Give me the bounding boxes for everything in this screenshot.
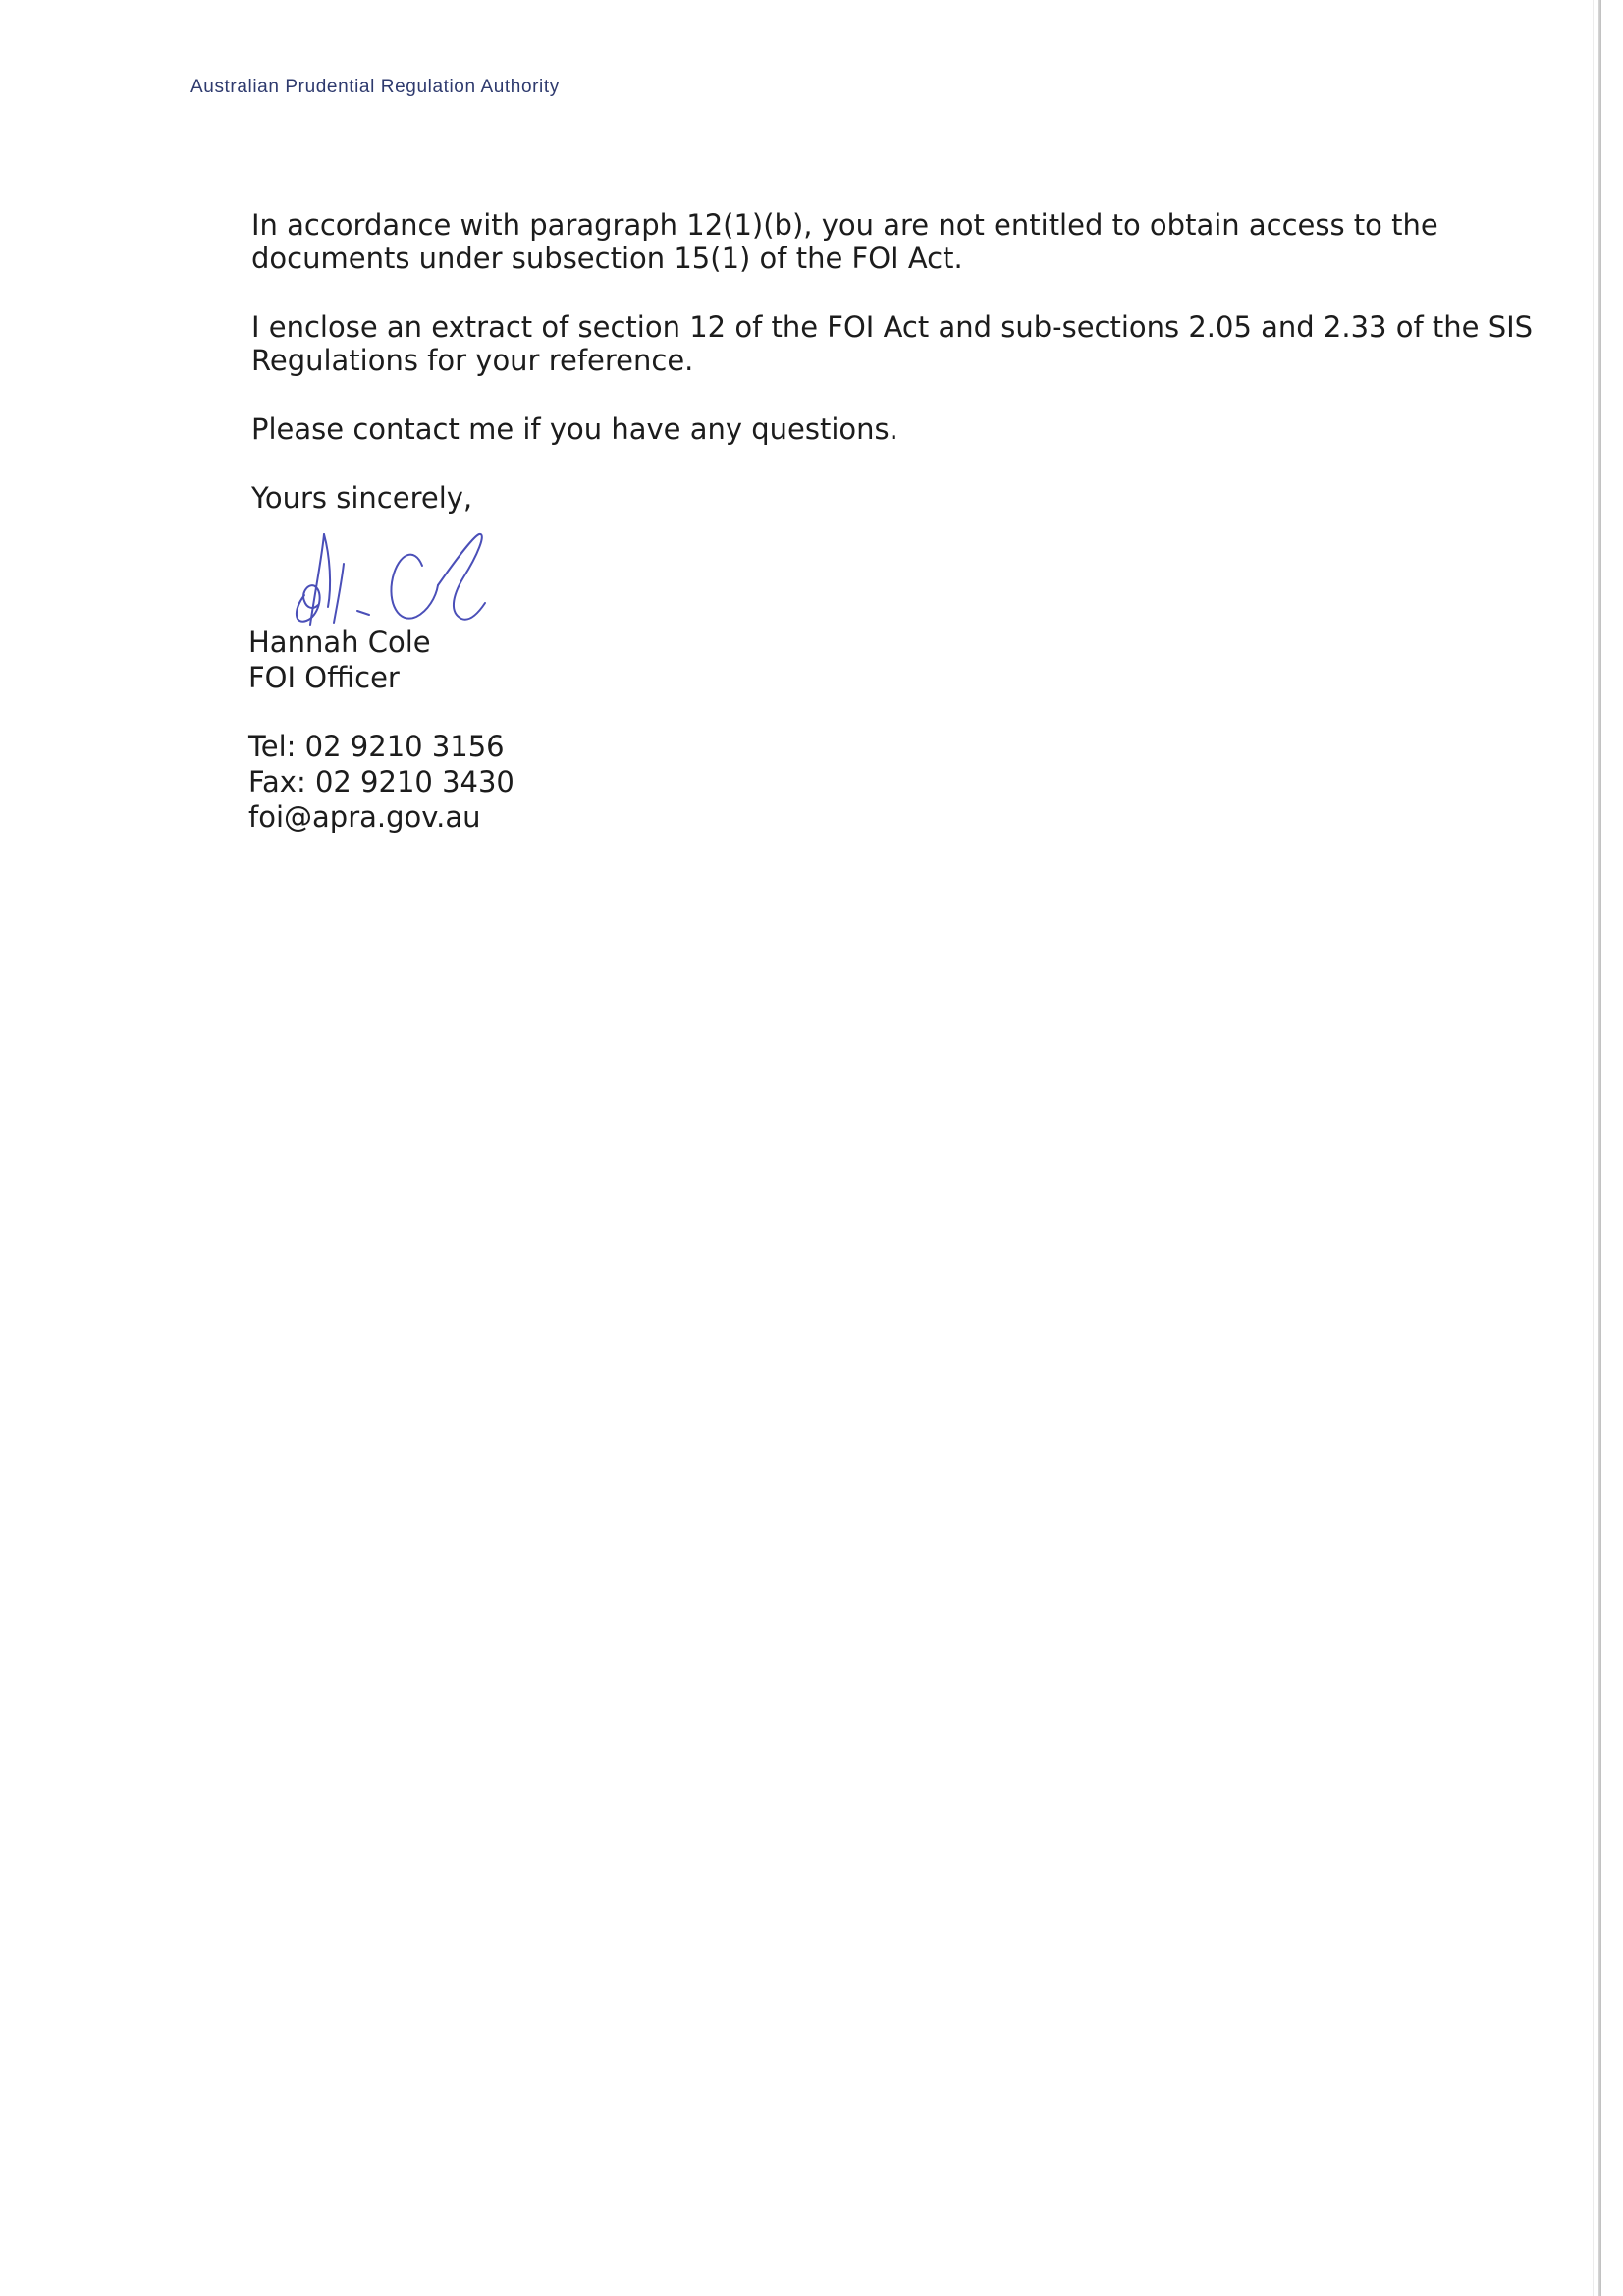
organization-header: Australian Prudential Regulation Authority — [190, 77, 560, 97]
paragraph-access — [251, 208, 1528, 275]
signatory-title: FOI Officer — [248, 661, 400, 694]
page-edge — [1598, 0, 1601, 2296]
contact-fax: Fax: 02 9210 3430 — [248, 765, 514, 798]
contact-details — [248, 729, 514, 835]
paragraph-line: I enclose an extract of section 12 of the FOI Act and sub-sections 2.05 and 2.33 of the SIS — [251, 310, 1534, 344]
signature-block — [248, 625, 431, 695]
signatory-name: Hannah Cole — [248, 626, 431, 659]
contact-phone: Tel: 02 9210 3156 — [248, 730, 505, 763]
page-edge-shadow — [1593, 0, 1594, 2296]
contact-email: foi@apra.gov.au — [248, 800, 481, 834]
closing-salutation: Yours sincerely, — [251, 481, 473, 515]
paragraph-enclosure — [251, 310, 1534, 377]
letter-body — [251, 208, 1534, 515]
paragraph-contact — [251, 412, 1528, 446]
paragraph-line: Regulations for your reference. — [251, 344, 694, 377]
handwritten-signature — [285, 526, 540, 634]
paragraph-line: documents under subsection 15(1) of the FOI Act. — [251, 242, 963, 275]
paragraph-line: Please contact me if you have any questions. — [251, 412, 898, 446]
paragraph-line: In accordance with paragraph 12(1)(b), you are not entitled to obtain access to the — [251, 208, 1438, 242]
